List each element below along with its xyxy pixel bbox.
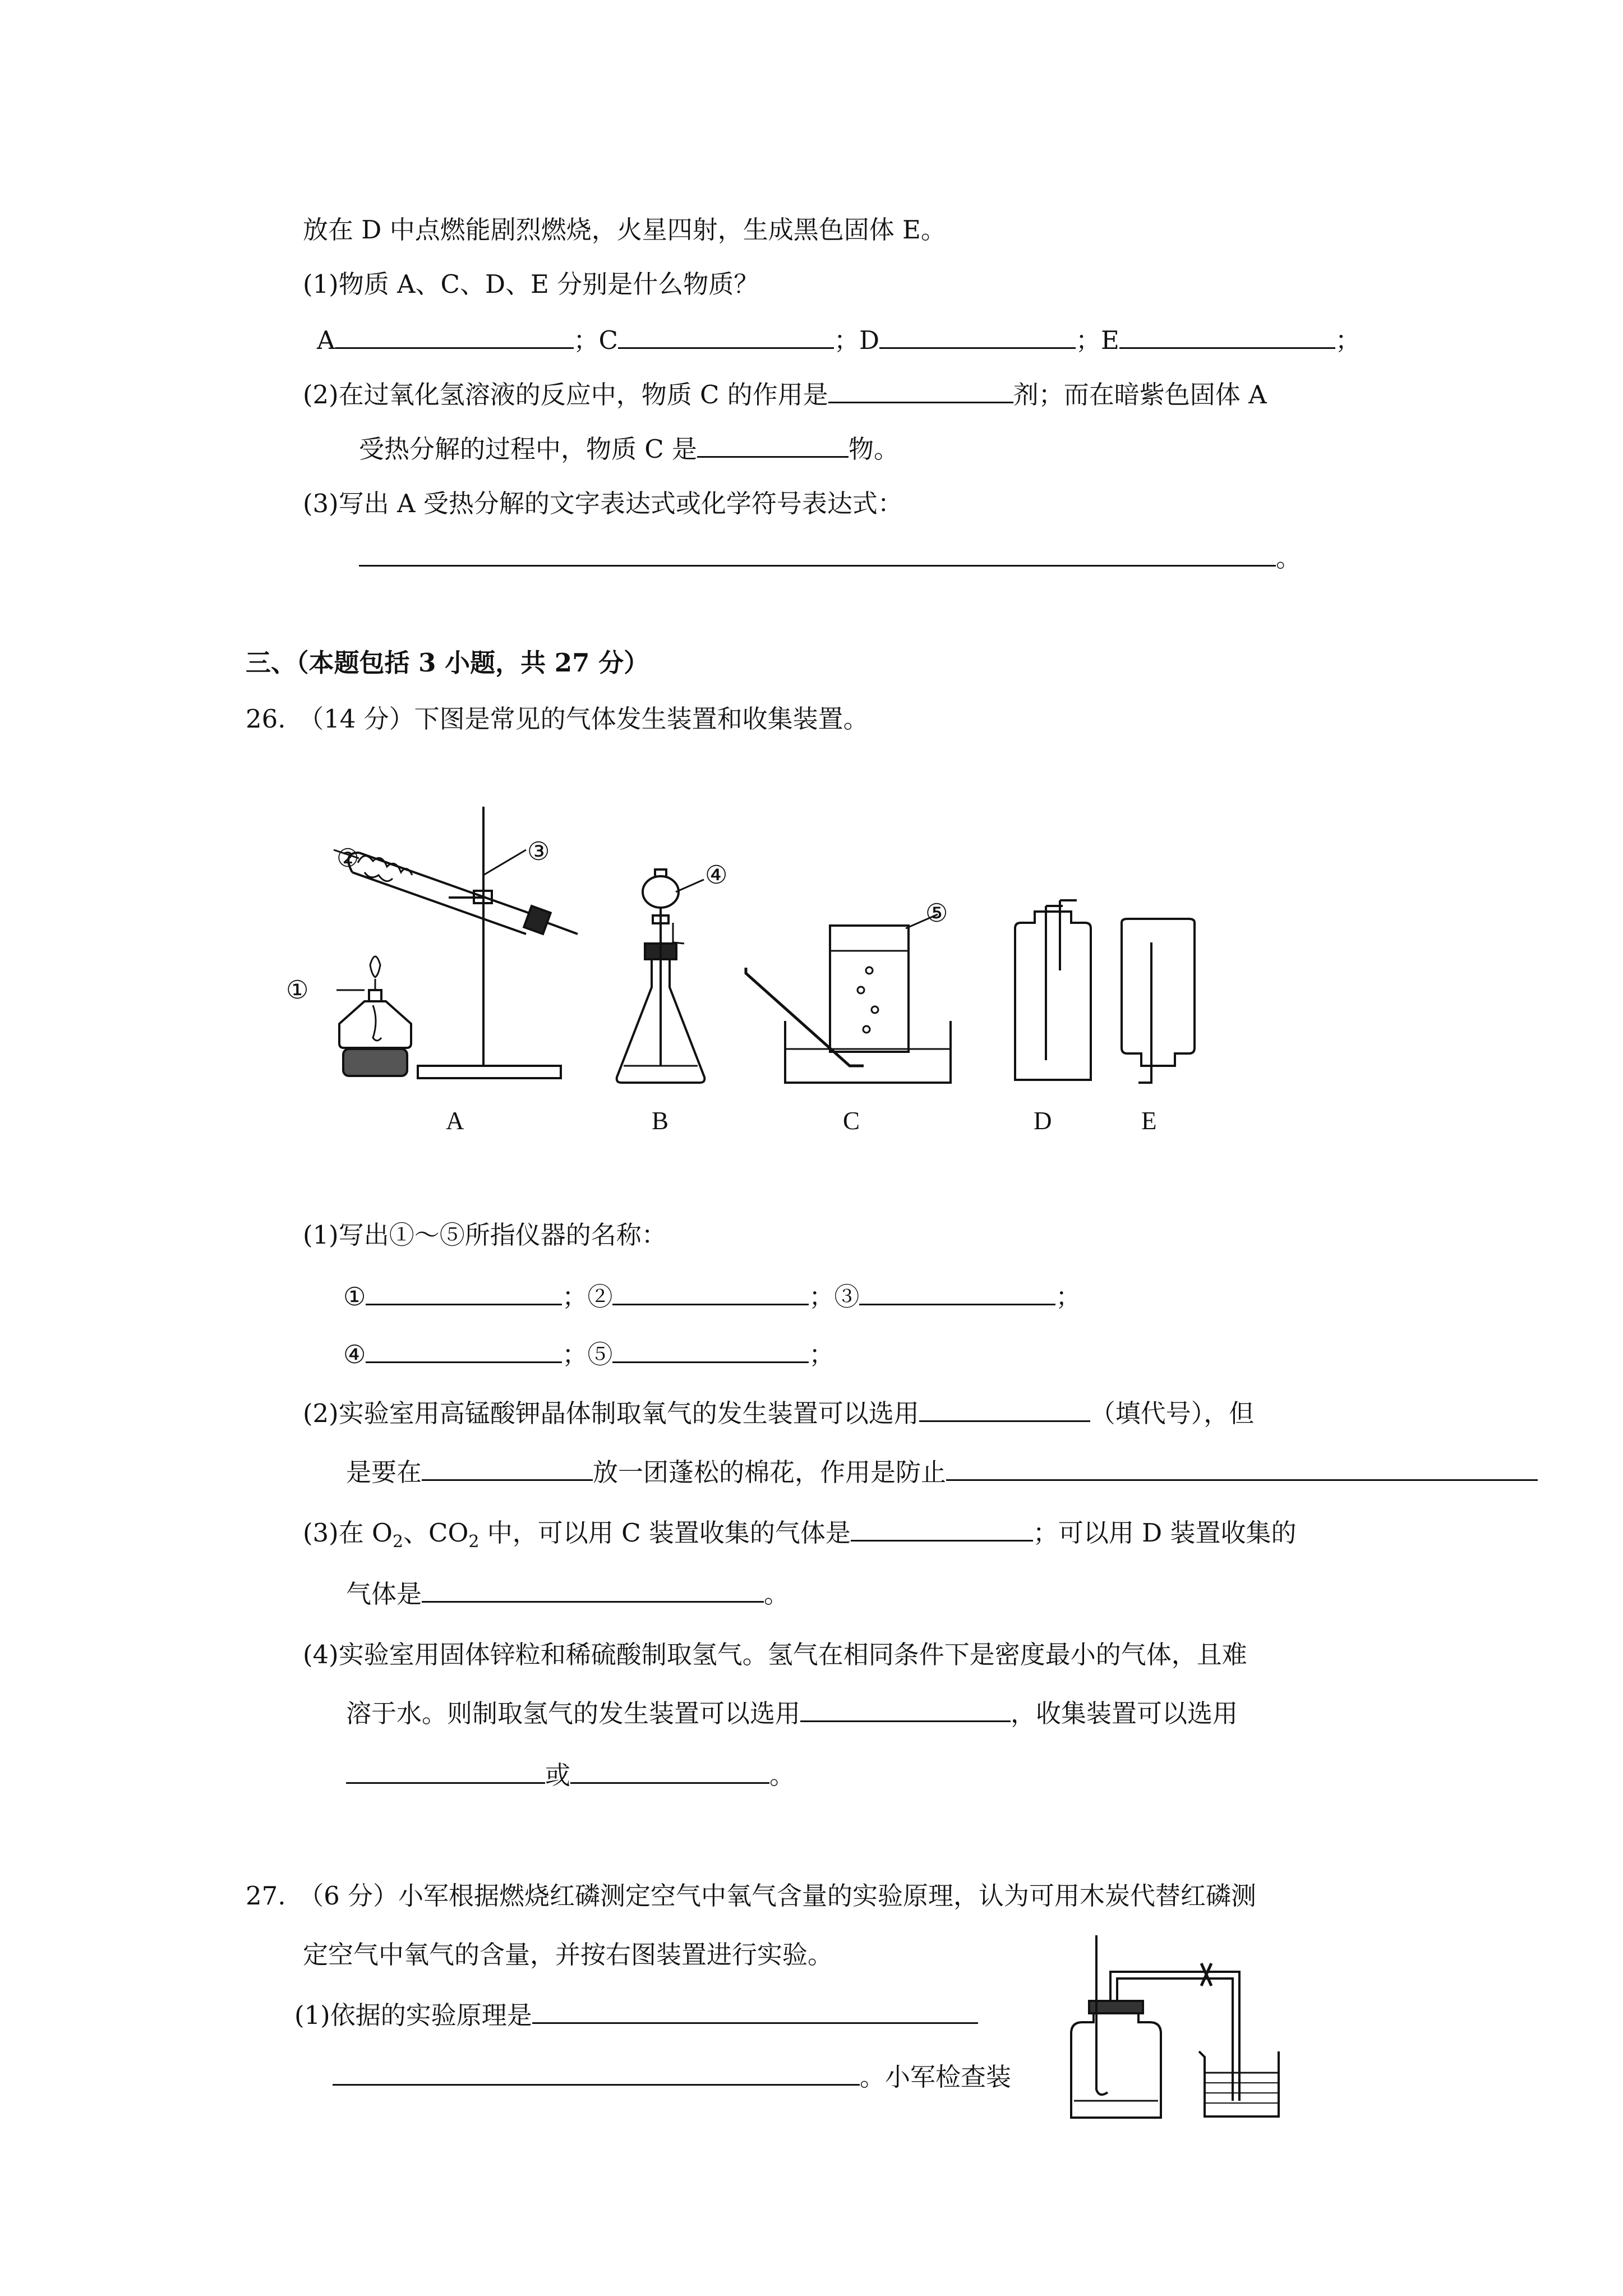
q25-answer-row bbox=[317, 324, 1361, 357]
blank-name-5[interactable] bbox=[612, 1339, 809, 1363]
q27-line1: 27. （6 分）小军根据燃烧红磷测定空气中氧气含量的实验原理，认为可用木炭代替红磷测 bbox=[246, 1881, 1257, 1911]
period: 。 bbox=[764, 1579, 790, 1609]
q26-p3-text-post: ；可以用 D 装置收集的 bbox=[1032, 1518, 1297, 1548]
q26-part2-line2 bbox=[346, 1456, 1538, 1489]
q26-part1: (1)写出①～⑤所指仪器的名称： bbox=[303, 1220, 667, 1250]
label-apparatus-d: D bbox=[1034, 1107, 1052, 1135]
blank-d[interactable] bbox=[879, 325, 1076, 349]
blank-c[interactable] bbox=[618, 325, 834, 349]
blank-h2-collect-2[interactable] bbox=[570, 1760, 769, 1784]
q26-part4-line1: (4)实验室用固体锌粒和稀硫酸制取氢气。氢气在相同条件下是密度最小的气体，且难 bbox=[303, 1640, 1247, 1669]
blank-gas-d[interactable] bbox=[422, 1579, 764, 1603]
marker-2: ② bbox=[336, 844, 359, 872]
semicolon: ； bbox=[1055, 1282, 1081, 1312]
blank-cotton-place[interactable] bbox=[422, 1457, 593, 1481]
q25-line1: 放在 D 中点燃能剧烈燃烧，火星四射，生成黑色固体 E。 bbox=[303, 215, 946, 245]
label-e: ；E bbox=[1076, 325, 1119, 355]
q27-part1-line1 bbox=[294, 1999, 978, 2032]
blank-name-2[interactable] bbox=[612, 1281, 809, 1305]
q26-p3-text3: 中，可以用 C 装置收集的气体是 bbox=[479, 1518, 851, 1548]
blank-principle-2[interactable] bbox=[333, 2062, 860, 2086]
blank-h2-collect-1[interactable] bbox=[346, 1760, 545, 1784]
blank-c-role[interactable] bbox=[828, 379, 1013, 403]
q25-part3: (3)写出 A 受热分解的文字表达式或化学符号表达式： bbox=[303, 489, 903, 518]
q25-p2-text: (2)在过氧化氢溶液的反应中，物质 C 的作用是 bbox=[303, 380, 828, 409]
marker-3: ③ bbox=[527, 838, 550, 866]
q27-part1-line2 bbox=[333, 2060, 1011, 2094]
period: 。 bbox=[1276, 543, 1302, 573]
q27-p1-text: (1)依据的实验原理是 bbox=[294, 2000, 532, 2030]
q25-part2-line2 bbox=[359, 432, 899, 466]
blank-h2-generator[interactable] bbox=[800, 1698, 1011, 1722]
marker-1: ① bbox=[286, 976, 309, 1004]
name-label-5: ；⑤ bbox=[562, 1340, 613, 1369]
q25-part2-line1 bbox=[303, 378, 1267, 412]
q26-p3b-text: 气体是 bbox=[346, 1579, 422, 1609]
q26-part2-line1 bbox=[303, 1397, 1254, 1430]
q26-p2b-text: 是要在 bbox=[346, 1457, 422, 1487]
semicolon: ； bbox=[809, 1340, 834, 1369]
combustion-bottle bbox=[1071, 1935, 1161, 2118]
label-apparatus-c: C bbox=[843, 1107, 860, 1135]
end-semicolon: ； bbox=[1335, 325, 1361, 355]
gas-bottle-d bbox=[1015, 900, 1091, 1080]
or-text: 或 bbox=[545, 1760, 571, 1790]
separatory-funnel bbox=[643, 869, 684, 1066]
blank-kmno4-device[interactable] bbox=[919, 1398, 1090, 1422]
label-apparatus-a: A bbox=[446, 1107, 464, 1135]
blank-a[interactable] bbox=[335, 325, 574, 349]
blank-name-4[interactable] bbox=[366, 1339, 562, 1363]
q26-p2b-mid: 放一团蓬松的棉花，作用是防止 bbox=[593, 1457, 947, 1487]
blank-cotton-purpose[interactable] bbox=[946, 1457, 1538, 1481]
label-d: ；D bbox=[833, 325, 880, 355]
name-label-2: ；② bbox=[562, 1282, 613, 1312]
q26-p2-text: (2)实验室用高锰酸钾晶体制取氧气的发生装置可以选用 bbox=[303, 1398, 919, 1428]
q27-p1b-text: 。小军检查装 bbox=[860, 2062, 1012, 2092]
q27-apparatus-figure bbox=[1054, 1932, 1301, 2123]
q25-p2-text-post: 剂；而在暗紫色固体 A bbox=[1013, 380, 1267, 409]
q26-part4-line2 bbox=[346, 1697, 1238, 1731]
period: 。 bbox=[769, 1760, 795, 1790]
connecting-tube bbox=[1110, 1963, 1239, 2101]
section-3-title: 三、（本题包括 3 小题，共 27 分） bbox=[246, 648, 649, 678]
marker-5: ⑤ bbox=[925, 899, 948, 927]
o2-subscript: 2 bbox=[392, 1532, 404, 1552]
q26-header: 26. （14 分）下图是常见的气体发生装置和收集装置。 bbox=[246, 704, 869, 734]
q25-p2b-text-post: 物。 bbox=[849, 434, 900, 464]
name-label-1: ① bbox=[343, 1282, 366, 1312]
blank-principle-1[interactable] bbox=[532, 2000, 978, 2024]
marker-4: ④ bbox=[705, 861, 728, 889]
q26-p3-text2: 、CO bbox=[403, 1518, 469, 1548]
q26-p2-text-post: （填代号），但 bbox=[1090, 1398, 1255, 1428]
q26-part3-line1 bbox=[303, 1516, 1297, 1559]
label-c: ；C bbox=[573, 325, 618, 355]
q27-line2: 定空气中氧气的含量，并按右图装置进行实验。 bbox=[303, 1940, 833, 1970]
test-tube bbox=[348, 853, 533, 934]
q25-p2b-text: 受热分解的过程中，物质 C 是 bbox=[359, 434, 698, 464]
name-label-3: ；③ bbox=[809, 1282, 860, 1312]
blank-name-3[interactable] bbox=[859, 1281, 1055, 1305]
q26-names-row1 bbox=[343, 1280, 1081, 1314]
blank-gas-c[interactable] bbox=[851, 1517, 1033, 1542]
q26-p4b-text-post: ，收集装置可以选用 bbox=[1011, 1699, 1238, 1728]
collecting-cylinder bbox=[830, 926, 909, 1052]
lamp-base-block bbox=[343, 1049, 407, 1076]
q26-part4-line3 bbox=[346, 1759, 795, 1792]
q26-p3-text1: (3)在 O bbox=[303, 1518, 393, 1548]
q25-part3-answer bbox=[359, 541, 1301, 575]
q26-p4b-text: 溶于水。则制取氢气的发生装置可以选用 bbox=[346, 1699, 801, 1728]
q25-part1: (1)物质 A、C、D、E 分别是什么物质？ bbox=[303, 269, 759, 299]
blank-name-1[interactable] bbox=[366, 1281, 562, 1305]
blank-e[interactable] bbox=[1119, 325, 1335, 349]
label-apparatus-e: E bbox=[1141, 1107, 1157, 1135]
blank-equation[interactable] bbox=[359, 542, 1276, 567]
gas-bottle-e bbox=[1122, 919, 1195, 1083]
label-a: A bbox=[317, 325, 335, 355]
co2-subscript: 2 bbox=[468, 1532, 479, 1552]
label-apparatus-b: B bbox=[652, 1107, 669, 1135]
q26-names-row2 bbox=[343, 1338, 834, 1372]
q26-part3-line2 bbox=[346, 1577, 789, 1611]
name-label-4: ④ bbox=[343, 1340, 366, 1369]
apparatus-figure bbox=[280, 797, 1223, 1122]
blank-c-product[interactable] bbox=[697, 434, 849, 458]
alcohol-lamp bbox=[339, 956, 411, 1048]
